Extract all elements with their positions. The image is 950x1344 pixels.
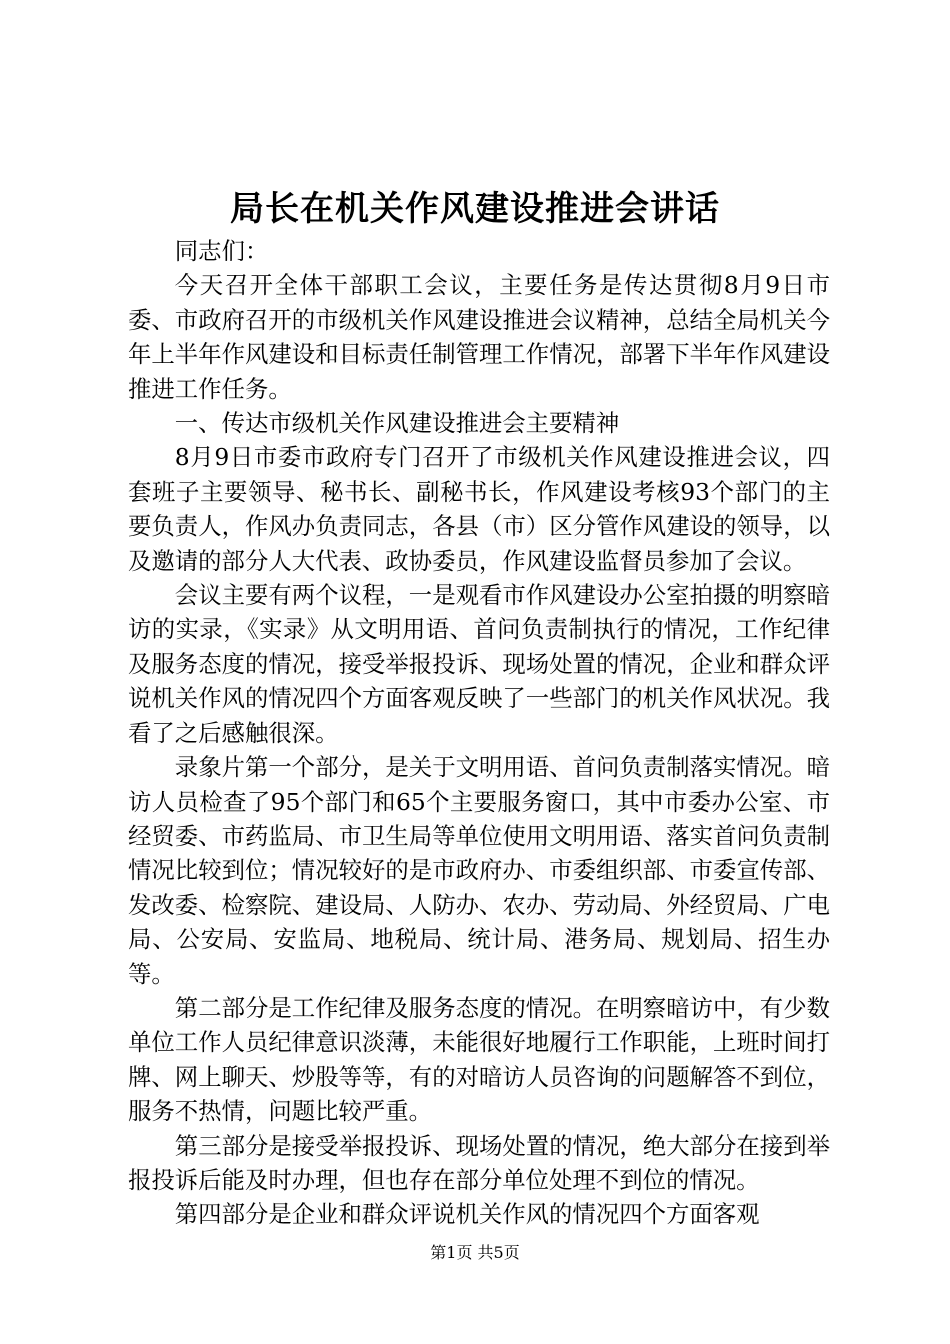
paragraph: 第三部分是接受举报投诉、现场处置的情况，绝大部分在接到举报投诉后能及时办理，但也存在部分单位处理不到位的情况。 [128, 1131, 830, 1194]
paragraph: 会议主要有两个议程，一是观看市作风建设办公室拍摄的明察暗访的实录，《实录》从文明用语、首问负责制执行的情况，工作纪律及服务态度的情况，接受举报投诉、现场处置的情况，企业和群众评说机关作风的情况四个方面客观反映了一些部门的机关作风状况。我看了之后感触很深。 [128, 581, 830, 747]
paragraph: 8月9日市委市政府专门召开了市级机关作风建设推进会议，四套班子主要领导、秘书长、副秘书长，作风建设考核93个部门的主要负责人，作风办负责同志，各县（市）区分管作风建设的领导，以及邀请的部分人大代表、政协委员，作风建设监督员参加了会议。 [128, 443, 830, 575]
page-number-footer: 第1页 共5页 [430, 1243, 520, 1262]
paragraph: 第四部分是企业和群众评说机关作风的情况四个方面客观 [174, 1200, 760, 1229]
salutation: 同志们： [174, 237, 269, 265]
paragraph: 第二部分是工作纪律及服务态度的情况。在明察暗访中，有少数单位工作人员纪律意识淡薄，未能很好地履行工作职能，上班时间打牌、网上聊天、炒股等等，有的对暗访人员咨询的问题解答不到位，服务不热情，问题比较严重。 [128, 993, 830, 1126]
paragraph: 今天召开全体干部职工会议，主要任务是传达贯彻8月9日市委、市政府召开的市级机关作风建设推进会议精神，总结全局机关今年上半年作风建设和目标责任制管理工作情况，部署下半年作风建设推进工作任务。 [128, 271, 830, 403]
paragraph: 录象片第一个部分，是关于文明用语、首问负责制落实情况。暗访人员检查了95个部门和65个主要服务窗口，其中市委办公室、市经贸委、市药监局、市卫生局等单位使用文明用语、落实首问负责制情况比较到位；情况较好的是市政府办、市委组织部、市委宣传部、发改委、检察院、建设局、人防办、农办、劳动局、外经贸局、广电局、公安局、安监局、地税局、统计局、港务局、规划局、招生办等。 [128, 753, 830, 988]
section-heading: 一、传达市级机关作风建设推进会主要精神 [174, 409, 620, 438]
document-body [128, 234, 830, 1232]
document-title: 局长在机关作风建设推进会讲话 [230, 189, 720, 229]
